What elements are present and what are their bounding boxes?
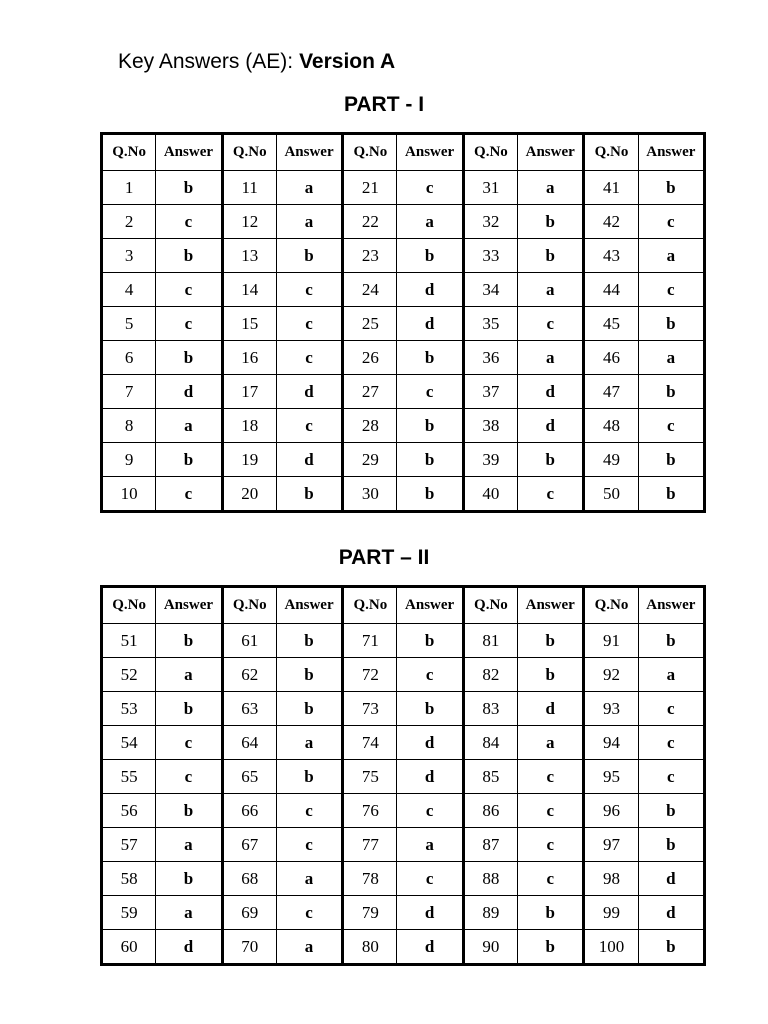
- question-number-cell: 19: [222, 443, 276, 477]
- question-number-cell: 86: [463, 794, 517, 828]
- question-number-cell: 1: [102, 171, 156, 205]
- answer-header: Answer: [156, 134, 222, 171]
- answer-cell: c: [638, 726, 704, 760]
- answer-cell: a: [156, 896, 222, 930]
- answer-header: Answer: [397, 134, 463, 171]
- answer-cell: b: [397, 409, 463, 443]
- question-number-cell: 4: [102, 273, 156, 307]
- answer-cell: b: [276, 624, 342, 658]
- question-number-cell: 54: [102, 726, 156, 760]
- qno-header: Q.No: [463, 134, 517, 171]
- answer-cell: b: [156, 624, 222, 658]
- question-number-cell: 59: [102, 896, 156, 930]
- answer-cell: d: [397, 760, 463, 794]
- answer-cell: c: [276, 794, 342, 828]
- question-number-cell: 12: [222, 205, 276, 239]
- answer-cell: a: [276, 862, 342, 896]
- table-row: [102, 375, 705, 409]
- answer-cell: a: [638, 341, 704, 375]
- question-number-cell: 57: [102, 828, 156, 862]
- question-number-cell: 42: [584, 205, 638, 239]
- question-number-cell: 85: [463, 760, 517, 794]
- question-number-cell: 20: [222, 477, 276, 512]
- answer-cell: b: [397, 239, 463, 273]
- answer-cell: d: [156, 375, 222, 409]
- answer-cell: b: [518, 443, 584, 477]
- question-number-cell: 73: [343, 692, 397, 726]
- answer-cell: b: [156, 443, 222, 477]
- answer-cell: c: [276, 341, 342, 375]
- answer-cell: b: [638, 930, 704, 965]
- table-row: [102, 205, 705, 239]
- table-row: [102, 341, 705, 375]
- question-number-cell: 31: [463, 171, 517, 205]
- question-number-cell: 58: [102, 862, 156, 896]
- question-number-cell: 18: [222, 409, 276, 443]
- answer-cell: b: [276, 239, 342, 273]
- answer-cell: d: [518, 409, 584, 443]
- answer-cell: c: [156, 307, 222, 341]
- answer-cell: d: [518, 375, 584, 409]
- answer-cell: b: [397, 341, 463, 375]
- question-number-cell: 66: [222, 794, 276, 828]
- answer-cell: c: [518, 760, 584, 794]
- answer-cell: c: [276, 273, 342, 307]
- table-row: [102, 273, 705, 307]
- qno-header: Q.No: [102, 134, 156, 171]
- answer-cell: c: [638, 273, 704, 307]
- question-number-cell: 36: [463, 341, 517, 375]
- table-row: [102, 624, 705, 658]
- question-number-cell: 50: [584, 477, 638, 512]
- table-row: [102, 171, 705, 205]
- answer-cell: d: [276, 375, 342, 409]
- answer-cell: d: [638, 862, 704, 896]
- question-number-cell: 56: [102, 794, 156, 828]
- answer-cell: d: [397, 896, 463, 930]
- question-number-cell: 35: [463, 307, 517, 341]
- question-number-cell: 64: [222, 726, 276, 760]
- question-number-cell: 5: [102, 307, 156, 341]
- question-number-cell: 48: [584, 409, 638, 443]
- question-number-cell: 34: [463, 273, 517, 307]
- answer-cell: b: [638, 794, 704, 828]
- answer-cell: b: [638, 443, 704, 477]
- answer-cell: b: [156, 692, 222, 726]
- table-row: [102, 443, 705, 477]
- answer-cell: b: [638, 624, 704, 658]
- answer-cell: b: [397, 477, 463, 512]
- qno-header: Q.No: [222, 587, 276, 624]
- answer-header: Answer: [638, 587, 704, 624]
- answer-cell: b: [156, 862, 222, 896]
- table-row: [102, 794, 705, 828]
- question-number-cell: 41: [584, 171, 638, 205]
- question-number-cell: 95: [584, 760, 638, 794]
- answer-cell: b: [276, 658, 342, 692]
- question-number-cell: 91: [584, 624, 638, 658]
- question-number-cell: 82: [463, 658, 517, 692]
- answer-cell: a: [156, 658, 222, 692]
- answer-cell: b: [638, 171, 704, 205]
- answer-cell: a: [638, 658, 704, 692]
- question-number-cell: 6: [102, 341, 156, 375]
- header-row: [102, 134, 705, 171]
- question-number-cell: 94: [584, 726, 638, 760]
- answer-header: Answer: [518, 587, 584, 624]
- answer-cell: c: [156, 273, 222, 307]
- question-number-cell: 21: [343, 171, 397, 205]
- part-1-title: PART - I: [343, 93, 425, 116]
- question-number-cell: 30: [343, 477, 397, 512]
- answer-cell: c: [276, 896, 342, 930]
- question-number-cell: 3: [102, 239, 156, 273]
- answer-cell: d: [518, 692, 584, 726]
- answer-cell: b: [397, 443, 463, 477]
- answer-cell: b: [156, 794, 222, 828]
- answer-cell: d: [276, 443, 342, 477]
- answer-cell: c: [638, 760, 704, 794]
- question-number-cell: 80: [343, 930, 397, 965]
- answer-cell: b: [276, 760, 342, 794]
- question-number-cell: 100: [584, 930, 638, 965]
- version-label: Version A: [299, 50, 396, 73]
- answer-cell: b: [276, 692, 342, 726]
- question-number-cell: 93: [584, 692, 638, 726]
- table-row: [102, 828, 705, 862]
- heading-prefix: Key Answers (AE):: [118, 50, 294, 73]
- answer-cell: b: [276, 477, 342, 512]
- answer-cell: b: [518, 930, 584, 965]
- answer-header: Answer: [276, 587, 342, 624]
- question-number-cell: 53: [102, 692, 156, 726]
- answer-cell: c: [276, 409, 342, 443]
- question-number-cell: 52: [102, 658, 156, 692]
- question-number-cell: 37: [463, 375, 517, 409]
- answer-cell: a: [156, 828, 222, 862]
- answer-cell: c: [397, 794, 463, 828]
- question-number-cell: 47: [584, 375, 638, 409]
- question-number-cell: 96: [584, 794, 638, 828]
- answer-cell: c: [276, 828, 342, 862]
- part-2-title: PART – II: [338, 546, 430, 569]
- answer-cell: b: [156, 239, 222, 273]
- answer-header: Answer: [638, 134, 704, 171]
- answer-cell: c: [518, 794, 584, 828]
- question-number-cell: 92: [584, 658, 638, 692]
- question-number-cell: 55: [102, 760, 156, 794]
- answer-cell: b: [518, 239, 584, 273]
- question-number-cell: 84: [463, 726, 517, 760]
- table-row: [102, 409, 705, 443]
- question-number-cell: 72: [343, 658, 397, 692]
- question-number-cell: 44: [584, 273, 638, 307]
- answer-cell: c: [518, 477, 584, 512]
- question-number-cell: 24: [343, 273, 397, 307]
- question-number-cell: 27: [343, 375, 397, 409]
- answer-cell: b: [518, 624, 584, 658]
- answer-cell: c: [638, 205, 704, 239]
- question-number-cell: 38: [463, 409, 517, 443]
- question-number-cell: 29: [343, 443, 397, 477]
- answer-cell: c: [518, 862, 584, 896]
- answer-cell: c: [638, 692, 704, 726]
- question-number-cell: 14: [222, 273, 276, 307]
- answer-header: Answer: [156, 587, 222, 624]
- answer-cell: c: [397, 171, 463, 205]
- question-number-cell: 45: [584, 307, 638, 341]
- question-number-cell: 8: [102, 409, 156, 443]
- answer-cell: b: [518, 896, 584, 930]
- question-number-cell: 9: [102, 443, 156, 477]
- answer-cell: b: [638, 375, 704, 409]
- page-heading: [118, 50, 395, 74]
- answer-cell: d: [156, 930, 222, 965]
- question-number-cell: 39: [463, 443, 517, 477]
- table-row: [102, 307, 705, 341]
- question-number-cell: 63: [222, 692, 276, 726]
- answer-cell: c: [518, 307, 584, 341]
- question-number-cell: 69: [222, 896, 276, 930]
- question-number-cell: 77: [343, 828, 397, 862]
- question-number-cell: 74: [343, 726, 397, 760]
- question-number-cell: 28: [343, 409, 397, 443]
- qno-header: Q.No: [222, 134, 276, 171]
- answer-cell: b: [397, 692, 463, 726]
- table-row: [102, 760, 705, 794]
- answer-cell: a: [518, 726, 584, 760]
- question-number-cell: 22: [343, 205, 397, 239]
- question-number-cell: 78: [343, 862, 397, 896]
- question-number-cell: 25: [343, 307, 397, 341]
- answer-cell: a: [518, 341, 584, 375]
- answer-cell: a: [276, 171, 342, 205]
- question-number-cell: 32: [463, 205, 517, 239]
- question-number-cell: 40: [463, 477, 517, 512]
- header-row: [102, 587, 705, 624]
- question-number-cell: 49: [584, 443, 638, 477]
- question-number-cell: 62: [222, 658, 276, 692]
- table-row: [102, 477, 705, 512]
- table-row: [102, 726, 705, 760]
- question-number-cell: 71: [343, 624, 397, 658]
- table-row: [102, 692, 705, 726]
- answer-cell: d: [397, 307, 463, 341]
- table-row: [102, 896, 705, 930]
- question-number-cell: 67: [222, 828, 276, 862]
- answer-cell: d: [397, 273, 463, 307]
- answer-header: Answer: [397, 587, 463, 624]
- question-number-cell: 88: [463, 862, 517, 896]
- table-row: [102, 930, 705, 965]
- question-number-cell: 68: [222, 862, 276, 896]
- answer-cell: a: [276, 205, 342, 239]
- answer-cell: c: [397, 862, 463, 896]
- question-number-cell: 51: [102, 624, 156, 658]
- answer-cell: a: [518, 171, 584, 205]
- answer-cell: c: [397, 658, 463, 692]
- answer-cell: c: [156, 205, 222, 239]
- answer-cell: c: [156, 477, 222, 512]
- answer-cell: a: [276, 726, 342, 760]
- answer-cell: c: [156, 760, 222, 794]
- question-number-cell: 83: [463, 692, 517, 726]
- question-number-cell: 17: [222, 375, 276, 409]
- question-number-cell: 43: [584, 239, 638, 273]
- question-number-cell: 90: [463, 930, 517, 965]
- answer-cell: c: [397, 375, 463, 409]
- answer-cell: a: [397, 205, 463, 239]
- question-number-cell: 76: [343, 794, 397, 828]
- question-number-cell: 26: [343, 341, 397, 375]
- question-number-cell: 97: [584, 828, 638, 862]
- question-number-cell: 23: [343, 239, 397, 273]
- answer-cell: c: [276, 307, 342, 341]
- qno-header: Q.No: [102, 587, 156, 624]
- question-number-cell: 79: [343, 896, 397, 930]
- question-number-cell: 11: [222, 171, 276, 205]
- question-number-cell: 2: [102, 205, 156, 239]
- answer-cell: b: [397, 624, 463, 658]
- question-number-cell: 13: [222, 239, 276, 273]
- answer-cell: c: [638, 409, 704, 443]
- answer-cell: b: [156, 341, 222, 375]
- question-number-cell: 75: [343, 760, 397, 794]
- answer-cell: d: [638, 896, 704, 930]
- qno-header: Q.No: [343, 134, 397, 171]
- answer-cell: a: [397, 828, 463, 862]
- question-number-cell: 89: [463, 896, 517, 930]
- answer-cell: b: [518, 205, 584, 239]
- answer-cell: a: [518, 273, 584, 307]
- qno-header: Q.No: [343, 587, 397, 624]
- question-number-cell: 61: [222, 624, 276, 658]
- qno-header: Q.No: [584, 587, 638, 624]
- table-row: [102, 239, 705, 273]
- question-number-cell: 7: [102, 375, 156, 409]
- answer-cell: a: [156, 409, 222, 443]
- question-number-cell: 99: [584, 896, 638, 930]
- answer-cell: b: [638, 477, 704, 512]
- question-number-cell: 33: [463, 239, 517, 273]
- answer-cell: d: [397, 930, 463, 965]
- answer-cell: a: [276, 930, 342, 965]
- part-2-answer-table: [100, 585, 706, 966]
- question-number-cell: 60: [102, 930, 156, 965]
- question-number-cell: 10: [102, 477, 156, 512]
- qno-header: Q.No: [584, 134, 638, 171]
- question-number-cell: 70: [222, 930, 276, 965]
- answer-cell: d: [397, 726, 463, 760]
- answer-cell: b: [518, 658, 584, 692]
- answer-cell: b: [638, 828, 704, 862]
- question-number-cell: 81: [463, 624, 517, 658]
- question-number-cell: 65: [222, 760, 276, 794]
- part-1-answer-table: [100, 132, 706, 513]
- answer-cell: c: [156, 726, 222, 760]
- question-number-cell: 15: [222, 307, 276, 341]
- answer-header: Answer: [518, 134, 584, 171]
- answer-cell: b: [638, 307, 704, 341]
- answer-cell: b: [156, 171, 222, 205]
- question-number-cell: 87: [463, 828, 517, 862]
- table-row: [102, 658, 705, 692]
- qno-header: Q.No: [463, 587, 517, 624]
- question-number-cell: 16: [222, 341, 276, 375]
- question-number-cell: 46: [584, 341, 638, 375]
- answer-cell: c: [518, 828, 584, 862]
- table-row: [102, 862, 705, 896]
- answer-header: Answer: [276, 134, 342, 171]
- answer-cell: a: [638, 239, 704, 273]
- question-number-cell: 98: [584, 862, 638, 896]
